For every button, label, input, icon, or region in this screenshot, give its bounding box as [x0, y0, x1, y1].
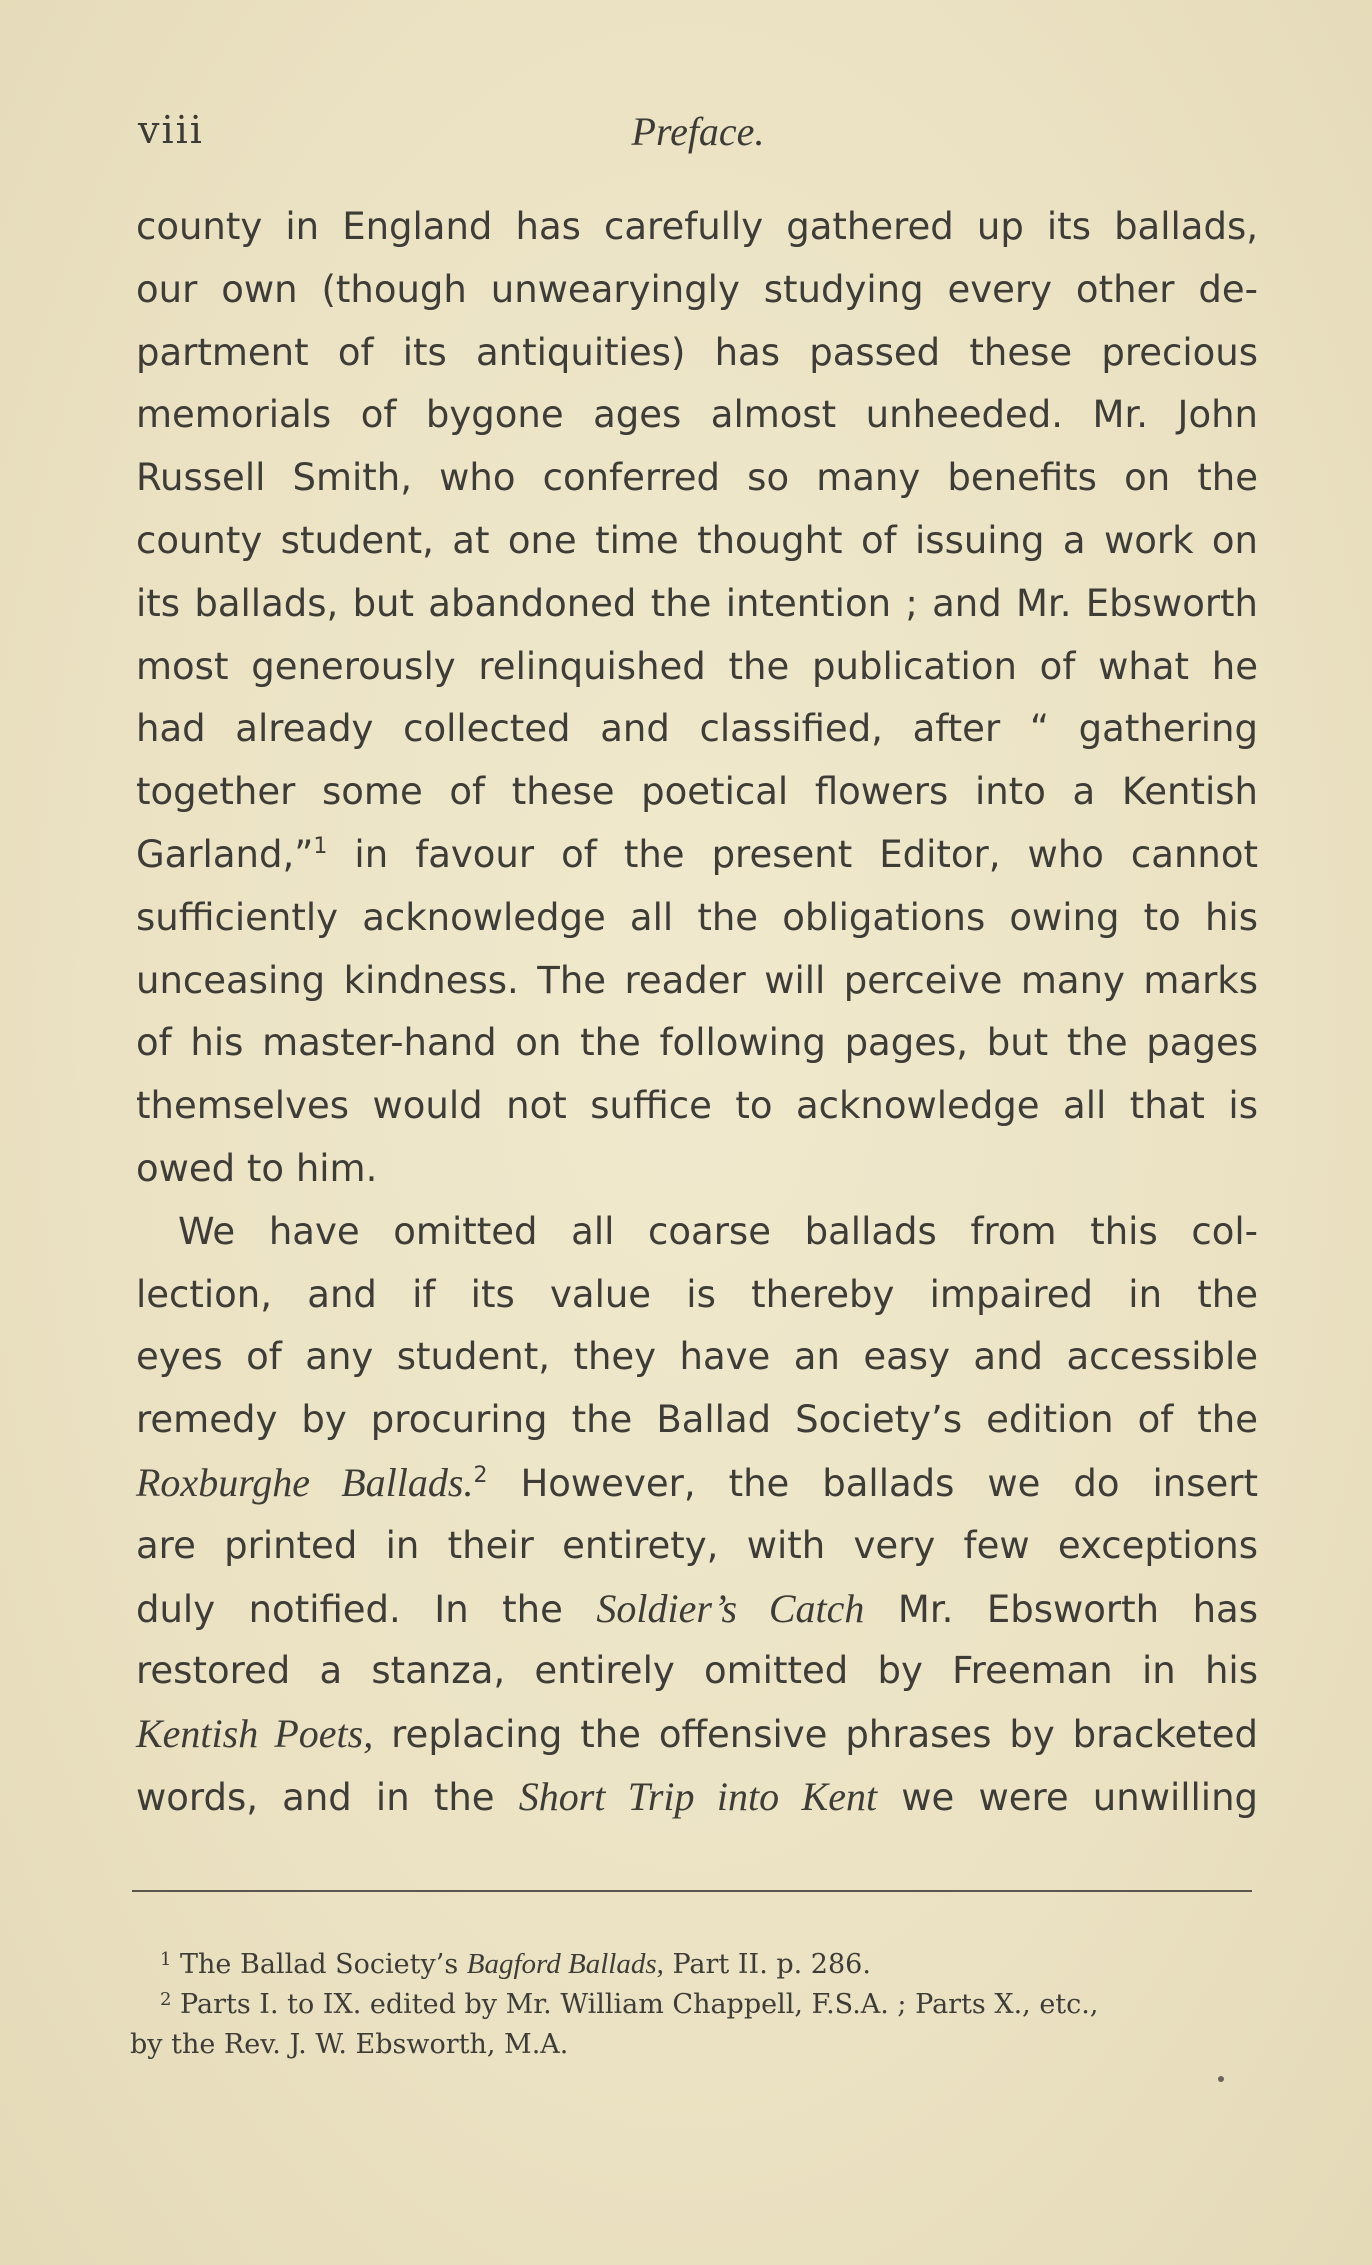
text-line	[136, 1703, 1258, 1766]
text-line	[136, 1766, 1258, 1829]
text-span: replacing the offensive phrases by bracketed	[373, 1713, 1259, 1757]
text-line: had already collected and classified, after “ gathering	[136, 707, 1258, 751]
text-line: county in England has carefully gathered up its ballads,	[136, 205, 1258, 248]
text-line: together some of these poetical flowers into a Kentish	[136, 770, 1258, 814]
text-span: duly notified. In the	[136, 1587, 597, 1631]
footnote-1	[130, 1944, 1254, 1985]
footnote-2	[130, 1985, 1254, 2025]
text-line: owed to him.	[136, 1146, 378, 1190]
text-line: unceasing kindness. The reader will perceive many marks	[136, 958, 1258, 1002]
italic-title: Short Trip into Kent	[518, 1773, 878, 1819]
text-line: memorials of bygone ages almost unheeded. Mr. John	[136, 393, 1258, 437]
text-line	[136, 1578, 1258, 1641]
footnote-ref-1: 1	[313, 833, 328, 859]
text-span: words, and in the	[136, 1775, 519, 1819]
text-span: in favour of the present Editor, who cannot	[327, 832, 1258, 876]
text-line: of his master-hand on the following pages, but the pages	[136, 1021, 1258, 1065]
text-line: remedy by procuring the Ballad Society’s edition of the	[136, 1398, 1258, 1442]
text-line: Russell Smith, who conferred so many benefits on the	[136, 456, 1258, 500]
text-line: partment of its antiquities) has passed these precious	[136, 330, 1258, 374]
text-span: Garland,”	[136, 832, 314, 876]
text-span: Mr. Ebsworth has	[864, 1587, 1258, 1631]
text-line	[136, 1452, 1258, 1515]
text-line: are printed in their entirety, with very few exceptions	[136, 1523, 1258, 1567]
running-header	[138, 108, 1258, 158]
text-line: sufficiently acknowledge all the obligations owing to his	[136, 895, 1258, 939]
text-line: themselves would not suffice to acknowledge all that is	[136, 1084, 1258, 1128]
text-line: lection, and if its value is thereby impaired in the	[136, 1272, 1258, 1316]
text-span: The Ballad Society’s	[171, 1949, 467, 1980]
page-number: viii	[138, 108, 204, 152]
text-span: However, the ballads we do insert	[487, 1461, 1259, 1505]
italic-title: Roxburghe Ballads.	[136, 1459, 474, 1505]
text-span: we were unwilling	[877, 1775, 1259, 1819]
footnote-divider	[132, 1890, 1252, 1892]
footnotes	[130, 1944, 1254, 2065]
text-line: our own (though unwearyingly studying every other de-	[136, 267, 1258, 311]
italic-title: Soldier’s Catch	[596, 1585, 865, 1631]
footnote-ref-2: 2	[473, 1462, 488, 1488]
text-line	[136, 824, 1258, 887]
italic-title: Kentish Poets,	[136, 1711, 374, 1757]
paragraph-start-line: We have omitted all coarse ballads from this col-	[178, 1209, 1258, 1253]
text-span: Parts I. to IX. edited by Mr. William Chappell, F.S.A. ; Parts X., etc.,	[171, 1989, 1099, 2020]
text-line: most generously relinquished the publication of what he	[136, 644, 1258, 688]
paper-speck	[1218, 2076, 1224, 2082]
italic-title: Bagford Ballads,	[466, 1948, 664, 1980]
body-text	[136, 196, 1258, 1829]
text-line: county student, at one time thought of issuing a work on	[136, 518, 1258, 562]
text-span: Part II. p. 286.	[663, 1949, 871, 1980]
text-line: its ballads, but abandoned the intention ; and Mr. Ebsworth	[136, 581, 1258, 625]
footnote-mark: 1	[160, 1949, 172, 1970]
text-line: eyes of any student, they have an easy and accessible	[136, 1335, 1258, 1379]
running-title: Preface.	[631, 109, 765, 154]
footnote-2-continuation: by the Rev. J. W. Ebsworth, M.A.	[130, 2029, 569, 2060]
text-line: restored a stanza, entirely omitted by Freeman in his	[136, 1649, 1258, 1693]
footnote-mark: 2	[160, 1989, 172, 2010]
